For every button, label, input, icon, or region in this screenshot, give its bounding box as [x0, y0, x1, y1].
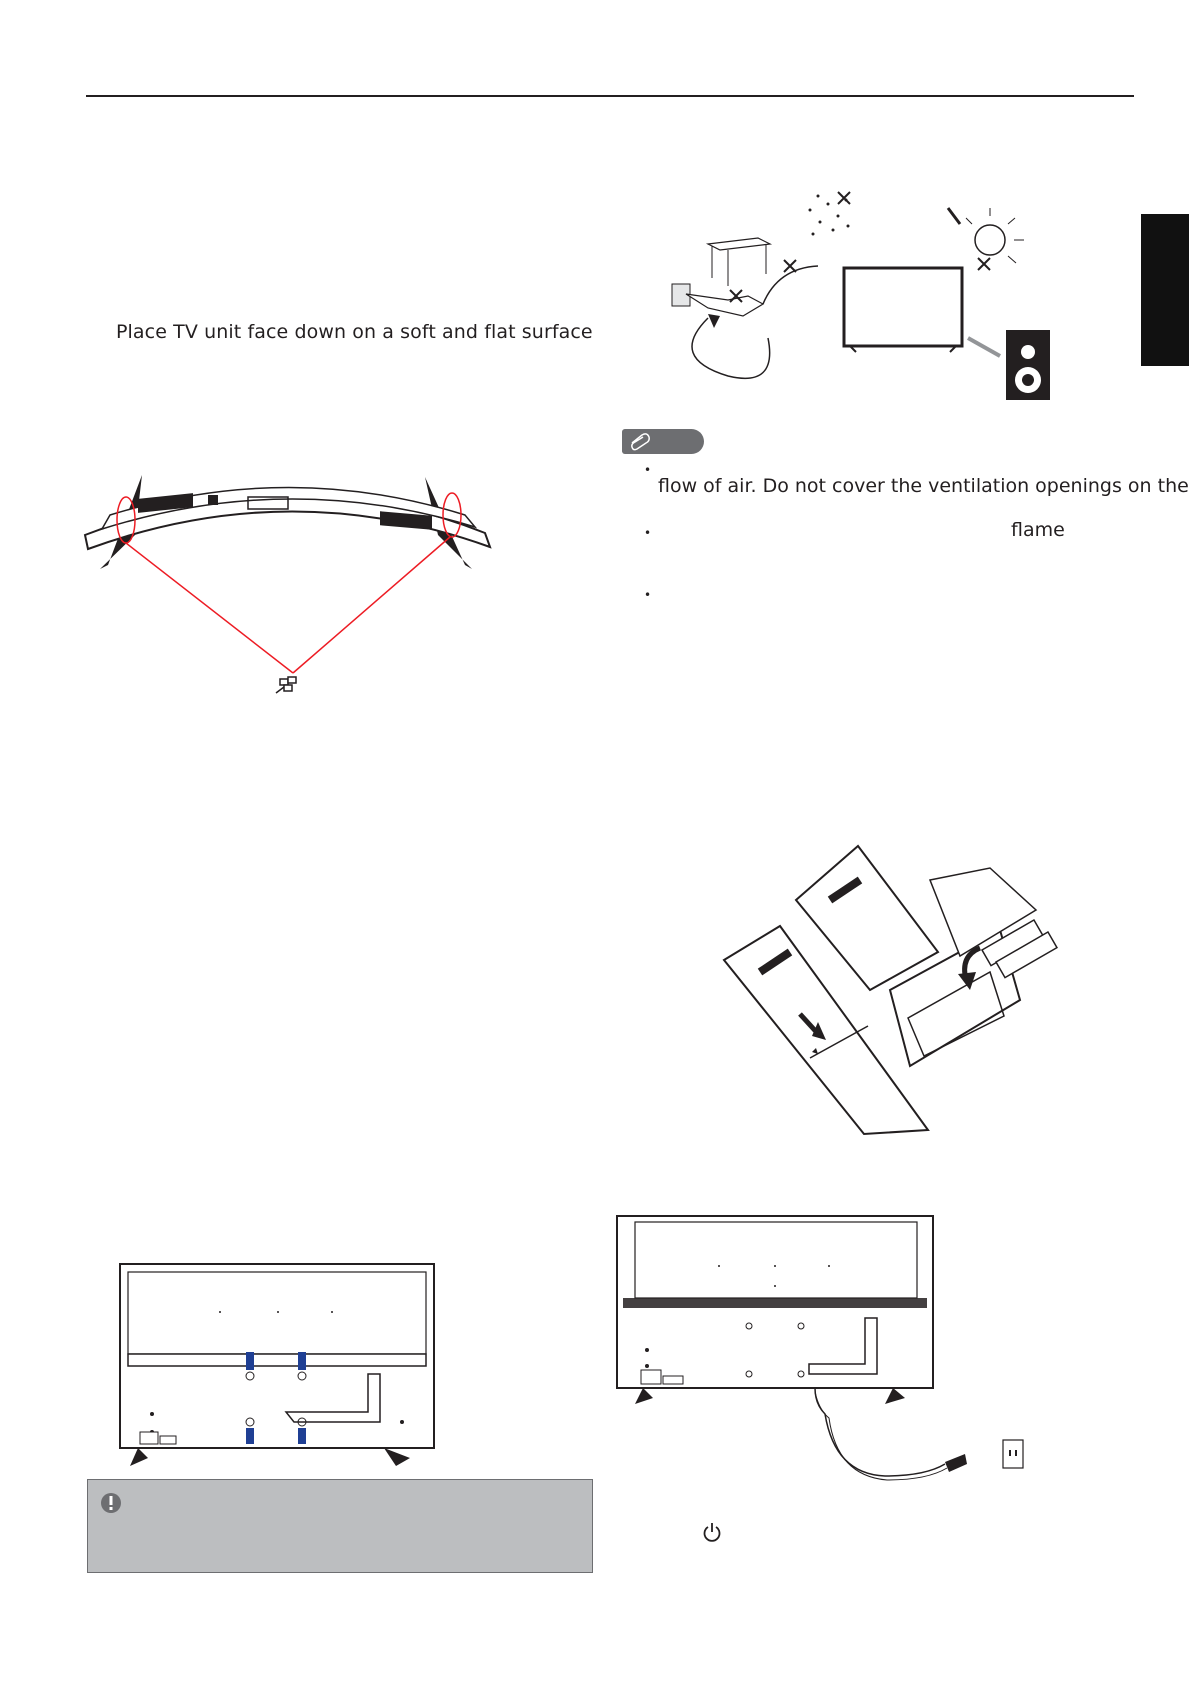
language-side-tab: [1141, 214, 1189, 366]
power-icon: [702, 1522, 722, 1548]
place-tv-instruction: Place TV unit face down on a soft and flat surface: [116, 321, 593, 343]
tv-rear-wall-mount-diagram: [118, 1262, 438, 1472]
remote-battery-diagram: [720, 840, 1060, 1140]
exclamation-icon: [100, 1492, 122, 1518]
header-rule: [86, 95, 1134, 97]
note-bullet-3: •: [644, 588, 652, 602]
note-badge: [622, 429, 704, 454]
curved-tv-stand-diagram: [80, 465, 500, 715]
note-bullet-2: •: [644, 526, 652, 540]
tv-power-cord-diagram: [615, 1214, 1035, 1484]
tv-placement-hazards-illustration: [668, 188, 1068, 408]
note-line-1: flow of air. Do not cover the ventilation openings on the: [658, 475, 1189, 497]
note-bullet-1: •: [644, 463, 652, 477]
note-line-2: flame: [1011, 519, 1065, 541]
warning-box: [87, 1479, 593, 1573]
paperclip-icon: [628, 433, 652, 455]
